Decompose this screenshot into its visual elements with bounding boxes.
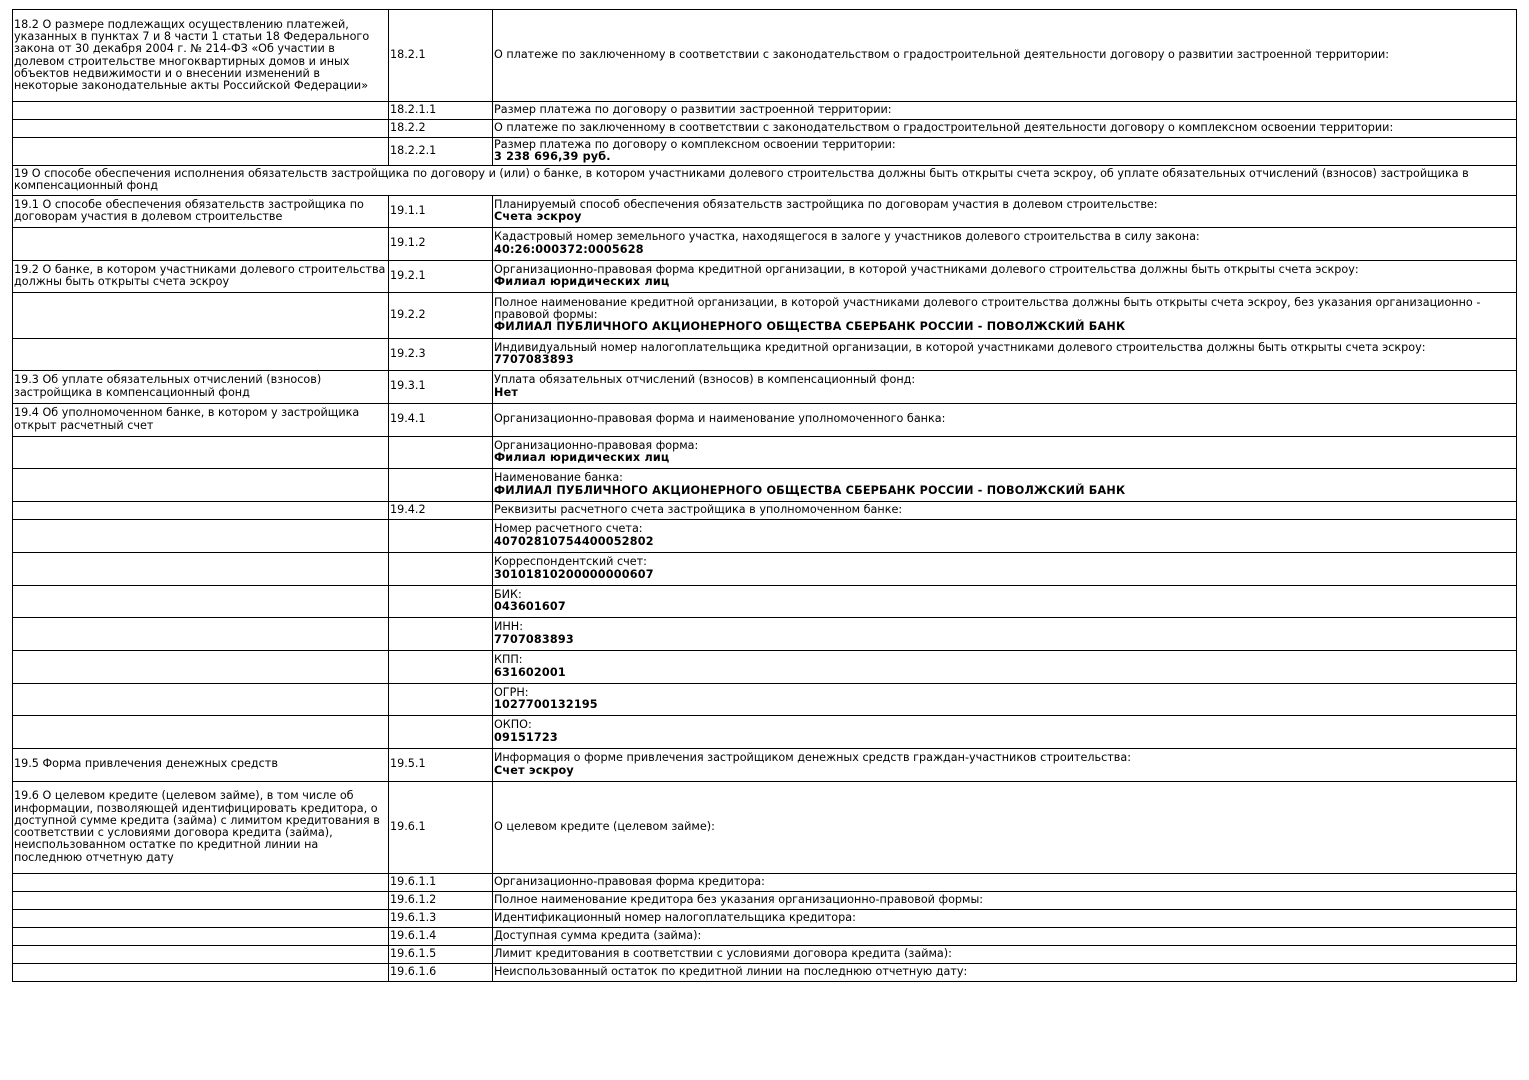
section-cell [13, 683, 389, 715]
item-label: Индивидуальный номер налогоплательщика кредитной организации, в которой участниками долевого строительства должны быть открыты счета эскроу: [494, 340, 1426, 354]
item-code-cell: 18.2.2 [389, 120, 493, 138]
item-content-cell [493, 436, 1517, 468]
item-content-cell [493, 120, 1517, 138]
item-content-cell [493, 748, 1517, 781]
section-cell [13, 650, 389, 683]
table-row [13, 338, 1517, 370]
item-code-cell [389, 468, 493, 501]
item-code-cell [389, 552, 493, 585]
section-cell [13, 715, 389, 748]
item-code-cell: 19.6.1.4 [389, 927, 493, 945]
item-code-cell: 19.6.1 [389, 781, 493, 873]
item-value: 40702810754400052802 [494, 534, 654, 548]
item-code-cell [389, 519, 493, 552]
item-code-cell: 19.3.1 [389, 370, 493, 403]
item-content-cell [493, 552, 1517, 585]
item-code-cell: 19.1.2 [389, 227, 493, 260]
table-row [13, 927, 1517, 945]
item-label: Номер расчетного счета: [494, 522, 643, 536]
table-row [13, 891, 1517, 909]
item-code-cell [389, 683, 493, 715]
item-label: Организационно-правовая форма кредитной организации, в которой участниками долевого строительства должны быть открыты счета эскроу: [494, 262, 1359, 276]
table-row [13, 650, 1517, 683]
item-label: О платеже по заключенному в соответствии с законодательством о градостроительной деятельности договору о комплексном освоении территории: [494, 121, 1394, 135]
section-cell [13, 945, 389, 963]
item-code-cell: 19.6.1.5 [389, 945, 493, 963]
item-value: 3 238 696,39 руб. [494, 150, 611, 164]
item-content-cell [493, 945, 1517, 963]
section-heading-cell: 19 О способе обеспечения исполнения обязательств застройщика по договору и (или) о банке, в котором участниками долевого строительства должны быть открыты счета эскроу, об уплате обязательных отчислений (взносов) застройщика в компенсационный фонд [13, 165, 1517, 195]
item-value: Филиал юридических лиц [494, 451, 670, 465]
section-cell [13, 138, 389, 166]
item-code-cell: 19.1.1 [389, 195, 493, 227]
table-row [13, 552, 1517, 585]
table-row [13, 370, 1517, 403]
item-code-cell [389, 715, 493, 748]
item-value: 631602001 [494, 665, 566, 679]
table-row [13, 585, 1517, 617]
item-code-cell: 19.2.1 [389, 260, 493, 292]
item-code-cell: 18.2.1 [389, 10, 493, 102]
item-label: Идентификационный номер налогоплательщика кредитора: [494, 910, 856, 924]
table-row [13, 909, 1517, 927]
section-cell [13, 338, 389, 370]
item-label: КПП: [494, 653, 523, 667]
table-row [13, 102, 1517, 120]
table-row [13, 873, 1517, 891]
item-label: Полное наименование кредитной организации, в которой участниками долевого строительства должны быть открыты счета эскроу, без указания организационно - правовой формы: [494, 295, 1481, 321]
item-value: 7707083893 [494, 632, 574, 646]
item-label: Организационно-правовая форма: [494, 438, 699, 452]
item-value: 7707083893 [494, 353, 574, 367]
item-value: Счета эскроу [494, 210, 582, 224]
section-cell: 19.2 О банке, в котором участниками долевого строительства должны быть открыты счета эскроу [13, 260, 389, 292]
item-content-cell [493, 10, 1517, 102]
section-cell [13, 120, 389, 138]
item-code-cell: 19.4.1 [389, 403, 493, 436]
item-label: Информация о форме привлечения застройщиком денежных средств граждан-участников строительства: [494, 751, 1131, 765]
section-cell: 18.2 О размере подлежащих осуществлению платежей, указанных в пунктах 7 и 8 части 1 статьи 18 Федерального закона от 30 декабря 2004 г. № 214-ФЗ «Об участии в долевом строительстве многоквартирных домов и иных объектов недвижимости и о внесении изменений в некоторые законодательные акты Российской Федерации» [13, 10, 389, 102]
item-value: Филиал юридических лиц [494, 275, 670, 289]
section-cell [13, 292, 389, 338]
table-row [13, 748, 1517, 781]
item-content-cell [493, 102, 1517, 120]
item-value: Счет эскроу [494, 763, 574, 777]
table-row [13, 260, 1517, 292]
item-code-cell: 19.6.1.6 [389, 963, 493, 981]
item-label: ОКПО: [494, 718, 532, 732]
table-row [13, 403, 1517, 436]
section-cell [13, 468, 389, 501]
item-label: Размер платежа по договору о комплексном освоении территории: [494, 138, 896, 151]
table-row [13, 617, 1517, 650]
section-cell [13, 501, 389, 519]
item-code-cell: 19.6.1.3 [389, 909, 493, 927]
item-value: Нет [494, 385, 519, 399]
section-cell [13, 102, 389, 120]
item-content-cell [493, 501, 1517, 519]
item-content-cell [493, 617, 1517, 650]
table-row [13, 195, 1517, 227]
item-label: Реквизиты расчетного счета застройщика в уполномоченном банке: [494, 502, 903, 516]
item-content-cell [493, 260, 1517, 292]
item-content-cell [493, 873, 1517, 891]
item-value: 1027700132195 [494, 698, 598, 712]
item-content-cell [493, 138, 1517, 166]
item-content-cell [493, 715, 1517, 748]
section-cell [13, 891, 389, 909]
item-label: Лимит кредитования в соответствии с условиями договора кредита (займа): [494, 946, 952, 960]
item-code-cell: 19.6.1.2 [389, 891, 493, 909]
item-code-cell [389, 585, 493, 617]
table-row [13, 781, 1517, 873]
section-cell: 19.3 Об уплате обязательных отчислений (взносов) застройщика в компенсационный фонд [13, 370, 389, 403]
item-content-cell [493, 468, 1517, 501]
item-label: Планируемый способ обеспечения обязательств застройщика по договорам участия в долевом строительстве: [494, 197, 1158, 211]
item-content-cell [493, 683, 1517, 715]
item-label: Корреспондентский счет: [494, 555, 647, 569]
item-code-cell: 19.5.1 [389, 748, 493, 781]
item-content-cell [493, 650, 1517, 683]
item-content-cell [493, 585, 1517, 617]
section-cell: 19.4 Об уполномоченном банке, в котором у застройщика открыт расчетный счет [13, 403, 389, 436]
item-content-cell [493, 292, 1517, 338]
item-content-cell [493, 781, 1517, 873]
item-value: 09151723 [494, 730, 558, 744]
table-row [13, 683, 1517, 715]
item-content-cell [493, 909, 1517, 927]
table-row [13, 436, 1517, 468]
item-label: Размер платежа по договору о развитии застроенной территории: [494, 103, 892, 117]
item-label: Неиспользованный остаток по кредитной линии на последнюю отчетную дату: [494, 964, 968, 978]
item-code-cell: 19.2.3 [389, 338, 493, 370]
item-value: ФИЛИАЛ ПУБЛИЧНОГО АКЦИОНЕРНОГО ОБЩЕСТВА СБЕРБАНК РОССИИ - ПОВОЛЖСКИЙ БАНК [494, 320, 1126, 334]
table-row [13, 519, 1517, 552]
item-content-cell [493, 963, 1517, 981]
section-cell [13, 909, 389, 927]
item-code-cell [389, 436, 493, 468]
item-label: Организационно-правовая форма кредитора: [494, 874, 765, 888]
item-label: ОГРН: [494, 685, 529, 699]
item-code-cell [389, 617, 493, 650]
section-cell [13, 436, 389, 468]
table-row [13, 715, 1517, 748]
section-cell [13, 927, 389, 945]
table-row [13, 292, 1517, 338]
item-label: Кадастровый номер земельного участка, находящегося в залоге у участников долевого строительства в силу закона: [494, 230, 1200, 244]
item-content-cell [493, 891, 1517, 909]
item-label: ИНН: [494, 620, 523, 634]
section-cell: 19.5 Форма привлечения денежных средств [13, 748, 389, 781]
item-label: О платеже по заключенному в соответствии с законодательством о градостроительной деятельности договору о развитии застроенной территории: [494, 48, 1390, 62]
disclosure-table-body [13, 10, 1517, 982]
item-value: 30101810200000000607 [494, 567, 654, 581]
item-code-cell: 19.4.2 [389, 501, 493, 519]
item-content-cell [493, 403, 1517, 436]
item-label: БИК: [494, 587, 522, 601]
item-content-cell [493, 927, 1517, 945]
table-row [13, 963, 1517, 981]
section-cell [13, 552, 389, 585]
item-label: Наименование банка: [494, 471, 623, 485]
item-code-cell: 19.2.2 [389, 292, 493, 338]
item-content-cell [493, 338, 1517, 370]
item-value: 40:26:000372:0005628 [494, 242, 644, 256]
item-code-cell: 18.2.2.1 [389, 138, 493, 166]
item-content-cell [493, 519, 1517, 552]
section-cell [13, 617, 389, 650]
item-content-cell [493, 195, 1517, 227]
section-cell [13, 585, 389, 617]
item-content-cell [493, 370, 1517, 403]
table-row [13, 10, 1517, 102]
item-value: 043601607 [494, 600, 566, 614]
table-row [13, 120, 1517, 138]
item-label: Доступная сумма кредита (займа): [494, 928, 702, 942]
table-row [13, 138, 1517, 166]
table-row [13, 501, 1517, 519]
table-row [13, 227, 1517, 260]
table-row [13, 945, 1517, 963]
section-cell: 19.1 О способе обеспечения обязательств застройщика по договорам участия в долевом строительстве [13, 195, 389, 227]
item-value: ФИЛИАЛ ПУБЛИЧНОГО АКЦИОНЕРНОГО ОБЩЕСТВА СБЕРБАНК РОССИИ - ПОВОЛЖСКИЙ БАНК [494, 483, 1126, 497]
section-cell [13, 963, 389, 981]
item-label: Уплата обязательных отчислений (взносов) в компенсационный фонд: [494, 373, 916, 387]
item-code-cell: 18.2.1.1 [389, 102, 493, 120]
section-cell [13, 519, 389, 552]
item-label: Полное наименование кредитора без указания организационно-правовой формы: [494, 892, 984, 906]
item-label: Организационно-правовая форма и наименование уполномоченного банка: [494, 412, 946, 426]
table-row [13, 468, 1517, 501]
table-row [13, 165, 1517, 195]
section-cell [13, 873, 389, 891]
item-content-cell [493, 227, 1517, 260]
item-code-cell [389, 650, 493, 683]
disclosure-table [12, 9, 1517, 982]
item-label: О целевом кредите (целевом займе): [494, 819, 715, 833]
item-code-cell: 19.6.1.1 [389, 873, 493, 891]
section-cell [13, 227, 389, 260]
section-cell: 19.6 О целевом кредите (целевом займе), в том числе об информации, позволяющей идентифицировать кредитора, о доступной сумме кредита (займа) с лимитом кредитования в соответствии с условиями договора кредита (займа), неиспользованном остатке по кредитной линии на последнюю отчетную дату [13, 781, 389, 873]
